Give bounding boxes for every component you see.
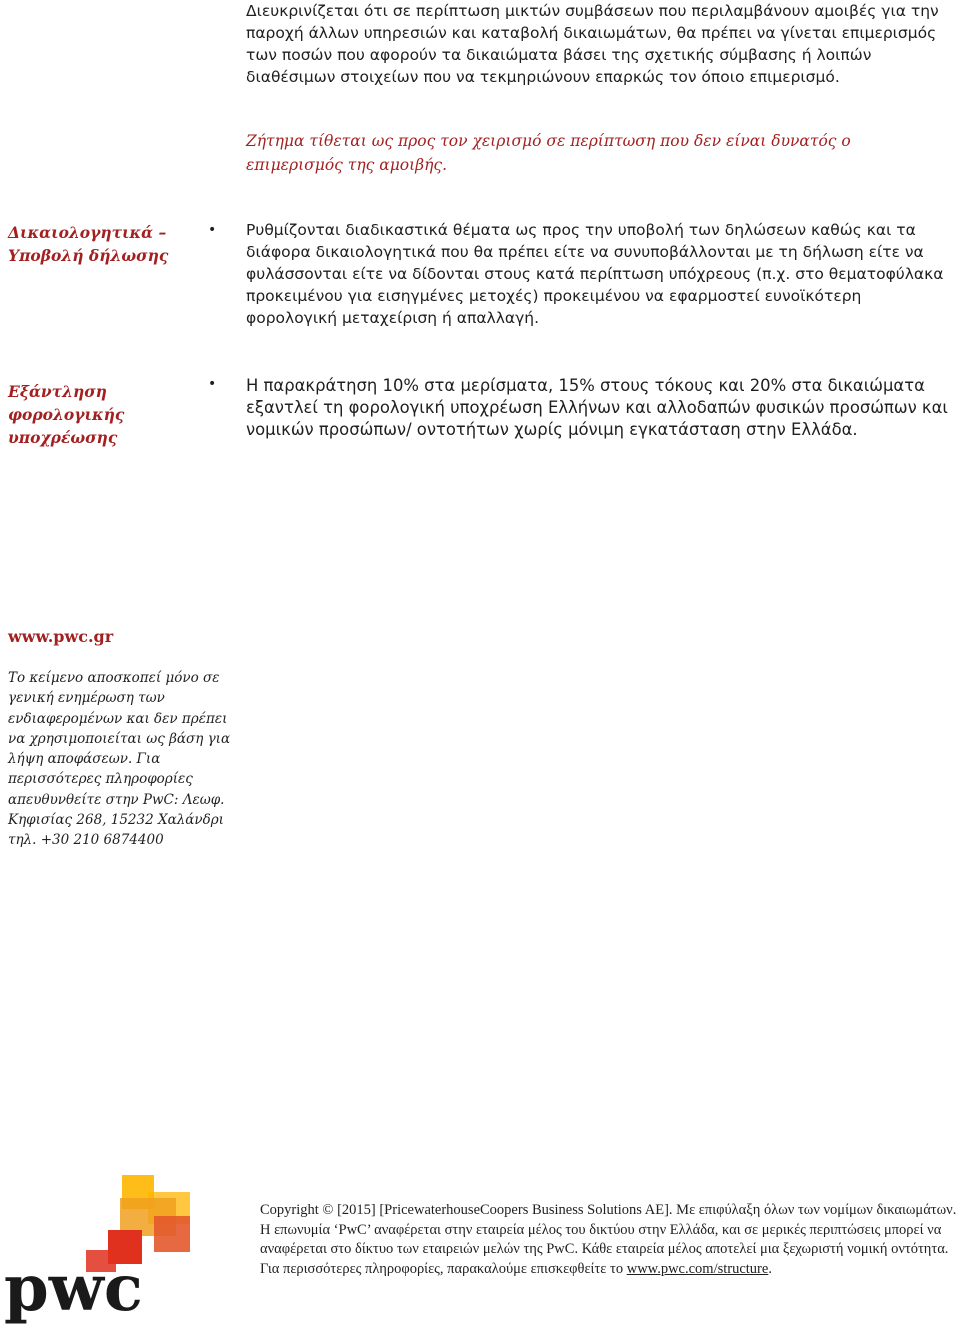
section-bullet-documents: • bbox=[208, 222, 217, 238]
copyright-end-period: . bbox=[768, 1260, 772, 1277]
structure-link[interactable]: www.pwc.com/structure bbox=[626, 1260, 769, 1277]
intro-note-text: Ζήτημα τίθεται ως προς τον χειρισμό σε περίπτωση που δεν είναι δυνατός ο επιμερισμός της αμοιβής. bbox=[246, 132, 851, 174]
section-heading-tax-exhaustion: Εξάντληση φορολογικής υποχρέωσης bbox=[8, 382, 125, 447]
logo-wordmark: pwc bbox=[4, 1251, 143, 1324]
section-text-tax-exhaustion: Η παρακράτηση 10% στα μερίσματα, 15% στους τόκους και 20% στα δικαιώματα εξαντλεί τη φορολογική υποχρέωση Ελλήνων και αλλοδαπών φυσικών προσώπων και νομικών προσώπων/ οντοτήτων χωρίς μόνιμη εγκατάσταση στην Ελλάδα. bbox=[246, 376, 948, 439]
section-text-documents: Ρυθμίζονται διαδικαστικά θέματα ως προς την υποβολή των δηλώσεων καθώς και τα διάφορα δικαιολογητικά που θα πρέπει είτε να συνυποβάλλονται με τη δήλωση είτε να φυλάσσονται είτε να δίδονται στους κατά περίπτωση υπόχρεους (π.χ. στο θεματοφύλακα προκειμένου για εισηγμένες μετοχές) προκειμένου να εφαρμοστεί ευνοϊκότερη φορολογική μεταχείριση ή απαλλαγή. bbox=[246, 221, 944, 327]
copyright-line-2 bbox=[260, 1221, 960, 1280]
section-bullet-tax-exhaustion: • bbox=[208, 376, 217, 392]
website-link[interactable]: www.pwc.gr bbox=[8, 627, 114, 646]
copyright-line-1: Copyright © [2015] [PricewaterhouseCoopers Business Solutions AE]. Με επιφύλαξη όλων των νομίμων δικαιωμάτων. bbox=[260, 1202, 957, 1218]
logo-block-orange-right bbox=[154, 1216, 190, 1252]
section-heading-documents: Δικαιολογητικά – Υποβολή δήλωσης bbox=[8, 223, 169, 265]
intro-block bbox=[246, 0, 946, 88]
copyright-line-2-text: Η επωνυμία ‘PwC’ αναφέρεται στην εταιρεία μέλος του δικτύου στην Ελλάδα, και σε μερικές περιπτώσεις μπορεί να αναφέρεται στο δίκτυο των εταιρειών μελών της PwC. Κάθε εταιρεία μέλος αποτελεί μια ξεχωριστή νομική οντότητα. Για περισσότερες πληροφορίες, παρακαλούμε επισκεφθείτε το bbox=[260, 1221, 949, 1277]
pwc-logo bbox=[0, 1170, 200, 1324]
disclaimer-text: Το κείμενο αποσκοπεί μόνο σε γενική ενημέρωση των ενδιαφερομένων και δεν πρέπει να χρησιμοποιείται ως βάση για λήψη αποφάσεων. Για περισσότερες πληροφορίες απευθυνθείτε στην PwC: Λεωφ. Κηφισίας 268, 15232 Χαλάνδρι τηλ. +30 210 6874400 bbox=[8, 670, 231, 849]
intro-note bbox=[246, 129, 926, 177]
intro-paragraph: Διευκρινίζεται ότι σε περίπτωση μικτών συμβάσεων που περιλαμβάνουν αμοιβές για την παροχή άλλων υπηρεσιών και καταβολή δικαιωμάτων, θα πρέπει να γίνεται επιμερισμός των ποσών που αφορούν τα δικαιώματα βάσει της σχετικής σύμβασης ή λοιπών διαθέσιμων στοιχείων που να τεκμηριώνουν επαρκώς τον όποιο επιμερισμό. bbox=[246, 2, 939, 86]
copyright-block bbox=[260, 1201, 960, 1279]
pwc-logo-mark bbox=[0, 1170, 200, 1324]
